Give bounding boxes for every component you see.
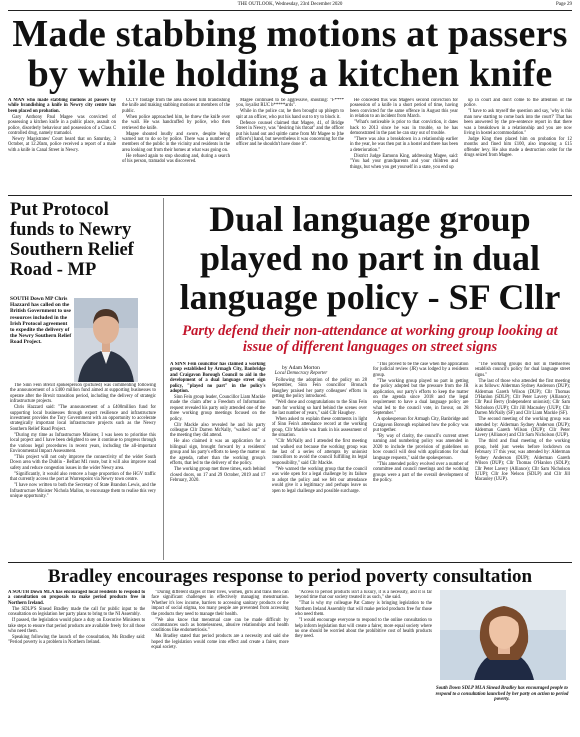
story3-para: "Well done and congratulations to the Sinn Fein team for working so hard behind the scenes over the last number of years," said Cllr Haughey. [271,400,367,417]
story2-headline: Put Protocol funds to Newry Southern Relief Road - MP [10,200,134,280]
story1-body [8,98,572,192]
story1-para: Magee shouted loudly and swore, despite being warned not to do so by police. There was a number of members of the public in the vicinity and residents in the area looking out from their homes at what was going on. [122,131,230,153]
story3-para: The third and final meeting of the working group, held just weeks before lockdown on February 17 this year, was attended by: Alderman Sydney Anderson (DUP); Alderman Gareth Wilson (DUP); Cllr Thomas O'Hanlon (SDLP); Cllr Peter Lavery (Alliance); Cllr Sam Nicholson (UUP); Cllr Joe Nelson (SDLP) and Cllr Jill Macauley (UUP). [474,439,570,483]
story1-headline: Made stabbing motions at passers by while holding a kitchen knife [12,13,568,95]
story4-para: If passed, the legislation would place a duty on Executive Ministers to take steps to ensure that period products are available freely for all those who need them. [8,618,146,635]
story4-para: Speaking following the launch of the consultation, Ms Bradley said: "Period poverty is a problem in Northern Ireland. [8,635,146,646]
story2-para: "During my time as Infrastructure Minister, I was keen to prioritise this local project and I have been delighted to see it continue to progress through the various legal procedures in recent years, including the all-important Environmental Impact Assessment. [10,432,156,455]
story4-para: The SDLP'S Sinead Bradley made the call for public input to the consultation on legislation her party plans to bring to the NI Assembly. [8,606,146,618]
section-divider [8,195,572,196]
story1-para: "There was also a breakdown in a relationship earlier in the year, he was then put in a hostel and there has been a deterioration." [350,137,458,153]
story3-body [170,362,570,560]
story3-para: He also claimed it was an application for a bilingual sign, brought forward by a residents' group and his party's efforts to keep the matter on the agenda, rather than the working group's efforts, that led to the delivery of the policy. [170,439,266,467]
story1-col-1 [8,98,116,192]
story2-para: "I have now written to both the Secretary of State Brandon Lewis, and the Infrastructure Minister Nichola Mallon, to encourage them to realise this very unique opportunity." [10,483,156,500]
story4-para: Ms Bradley stated that period products are a necessity and said she hoped the legislation would come into effect and create a fairer, more equal society. [151,634,289,651]
story3-para: A SINN Fein councillor has claimed a working group established by Armagh City, Banbridge and Craigavon Borough Council to aid in the development of a dual language street sign policy, "played no part" in the policy's adoption. [170,362,266,395]
story3-para: Following the adoption of the policy on 28 September, Sinn Fein councillor Bronach Haughey praised her party colleagues' efforts in getting the policy introduced. [271,378,367,400]
story3-para: "Cllr McNally and I attended the first meeting and walked out because the working group was the last of a series of attempts by unionist councillors to avoid the council fulfilling its legal responsibility," said Cllr Mackle. [271,439,367,466]
story2-para: SOUTH Down MP Chris Hazzard has called on the British Government to use resources included in the Irish Protocol agreement to expedite the delivery of the Newry Southern Relief Road Project. [10,296,72,346]
story2-col-intro [10,296,72,368]
story3-col-4 [475,362,571,560]
story3-headline: Dual language group played no part in dual language policy - SF Cllr [179,199,561,317]
story2-para: Chris Hazzard said: "The announcement of a £400million fund for supporting local businesses through export resilience and infrastructure investment provides the Tory Government with an opportunity to accelerate strategically important local infrastructure projects such as the Newry Southern Relief Road Project. [10,405,156,432]
story4-body [8,590,432,732]
story3-para: The second meeting of the working group was attended by: Alderman Sydney Anderson (DUP); Alderman Gareth Wilson (DUP); Cllr Peter Lavery (Alliance) and Cllr Sam Nicholson (UUP). [474,417,570,439]
story1-para: Magee continued to be aggressive, shouting: "F**** you, loyalist RUC b*****ards". [236,98,344,109]
story3-para: "The working groups did not in themselves establish council's policy for dual language street signs." [474,362,570,378]
masthead [8,2,572,11]
story1-para: Defence counsel claimed that Magee, 41, of Bridge Street in Newry, was "desiring his throat" and the officer put his hand out and spittle came from Mr Magee to [the officer's] hand, but nevertheless it was concerning for the officer and he shouldn't have done it". [236,120,344,148]
story3-col-2 [272,362,368,560]
story3-strapline: Party defend their non-attendance at working group looking at issue of different languages on street signs [182,323,558,355]
column-divider [163,198,164,560]
page-number: Page 29 [556,2,572,7]
byline-role: Local Democracy Reporter [274,371,328,376]
story1-para: CCTV footage from the area showed him brandishing the knife and making stabbing motions at members of the public. [122,98,230,114]
story3-para: A spokesperson for Armagh City, Banbridge and Craigavon Borough explained how the policy was put together. [373,417,469,434]
byline-name: by Adam Morton [282,365,320,371]
story3-para: Cllr Mackle also revealed he and his party colleague Cllr Darren McNally, "walked out" of the meeting they did attend. [170,422,266,439]
story2-body [10,383,156,559]
story4-headline: Bradley encourages response to period poverty consultation [47,566,533,587]
story4-col-3 [295,590,432,732]
story1-para: Gary Anthony Paul Magee was convicted of possessing a kitchen knife in a public place, assault on police, disorderly behaviour and possession of a Class C controlled drug, namely tramadol. [8,114,116,137]
story1-para: District Judge Eamonn King, addressing Magee, said: "You had your grandparents and your children and things, but when you get yourself in a state, you end up [350,153,458,170]
section-divider [8,562,572,563]
chris-hazzard-photo [74,298,138,382]
story4-para: "We also know that menstrual care can be made difficult by circumstances such as homelessness, abusive relationships and health conditions like endometriosis." [151,617,289,634]
portrait-man-image [74,298,138,382]
story3-para: "This proved to be the case when the application for judicial review (JR) was lodged by a residents group. [373,362,469,378]
story1-col-3 [236,98,344,192]
story2-col-body [10,383,156,559]
story3-para: "This amended policy evolved over a number of committee and council meetings and the working groups were a part of the overall development of the policy. [373,461,469,483]
story1-para: While in the police car, he then brought up phlegm to spit at an officer, who put his hand out to try to block it. [236,109,344,120]
story1-col-2 [122,98,230,192]
story1-col-4 [350,98,458,192]
story4-col-1 [8,590,145,732]
story3-para: Sinn Fein group leader, Councillor Liam Mackle made the claim after a Freedom of Information request revealed his party only attended one of the three working group meetings focused on the policy. [170,395,266,422]
sinead-bradley-photo [440,590,566,680]
story1-para: "What's noticeable is prior to that conviction, it dates back to 2013 since he was in trouble, so he has demonstrated in the past he can stay out of trouble. [350,120,458,137]
story4-para: "I would encourage everyone to respond to the online consultation to help inform legislation that will create a fairer, more equal society where no one should be worried about the prohibitive cost of health products they need. [294,618,432,640]
story3-para: When asked to explain these comments in light of Sinn Fein's attendance record at the working group, Cllr Mackle was frank in his assessment of the situation. [271,417,367,439]
story3-para: The working group met three times, each behind closed doors, on 17 and 29 October, 2019 and 17 February, 2020. [170,467,266,483]
story1-col-5 [464,98,572,192]
story3-para: "By way of clarity, the council's current street naming and numbering policy was amended in 2020 to include the provision of guidelines on how council will deal with applications for dual language requests," said the spokesperson. [373,434,469,461]
story2-para: "Significantly, it would also remove a huge proportion of the HGV traffic that currently access the port at Warrenpoint via Newry town centre. [10,471,156,483]
story3-col-3 [373,362,469,560]
story1-para: He refused again to stop shouting and, during a search of his person, tramadol was discovered. [122,153,230,165]
story1-para: A MAN who made stabbing motions at passers by while brandishing a knife in Newry city centre has been placed on probation. [8,98,116,114]
story1-para: He conceded this was Magee's second conviction for possession of a knife in a short period of time, having been convicted for the same offence in August this year in relation to an incident from March. [350,98,458,120]
story4-photo-caption: South Down SDLP MLA Sinead Bradley has encouraged people to respond to a consultation launched by her party on action to period poverty. [435,686,569,703]
story1-para: Newry Magistrates' Court heard that on Saturday, 3 October, at 12.20am, police received a report of a male with a knife in Canal Street in Newry. [8,137,116,153]
story3-col-1 [170,362,266,560]
story1-para: Judge King then placed him on probation for 12 months and fined him £100, also imposing a £15 offender levy. He also made a destruction order for the drugs seized from Magee. [464,137,572,159]
story4-para: "Access to period products isn't a luxury, it is a necessity, and it is far beyond time that our society treated it as such," she said. [294,590,432,601]
story1-para: "I have to ask myself the question and say, 'why is this man now starting to come back into the court?' That has been answered by the pre-sentence report in that there was a breakdown in a relationship and you are now living in hostel accommodation." [464,109,572,137]
story1-para: up in court and don't come to the attention of the police. [464,98,572,109]
portrait-woman-image [440,590,566,680]
story4-para: A SOUTH Down MLA has encouraged local residents to respond to a consultation on proposals to make period products free in Northern Ireland. [8,590,146,606]
story4-para: "That is why my colleague Pat Catney is bringing legislation to the Northern Ireland Assembly that will make period products free for those who need them. [294,601,432,618]
masthead-title: THE OUTLOOK, Wednesday, 23rd December 2020 [237,2,343,7]
story1-para: When police approached him, he threw the knife over the wall. He was handcuffed by police, who then retrieved the knife. [122,114,230,131]
story3-para: "We warned the working group that the council was wide open for a legal challenge by its failure to adopt the policy and we felt our attendance would give it a legitimacy and perhaps leave us open to legal challenge and possible surcharge. [271,466,367,494]
story3-para: "The working group played no part in getting the policy adopted but the pressure from the JR application, our party's efforts to keep the matter on the agenda since 2018 and the legal requirement to have a dual language policy are what led to the council vote, in favour, on 28 September." [373,378,469,417]
story3-para: The last of those who attended the first meeting is as follows: Alderman Sydney Anderson (DUP); Alderman Gareth Wilson (DUP); Cllr Thomas O'Hanlon (SDLP); Cllr Peter Lavery (Alliance); Cllr Paul Berry (Independent unionist); Cllr Sam Nicholson (UUP); Cllr Jill Macauley (UUP); Cllr Darren McNally (SF) and Cllr Liam Mackle (SF). [474,378,570,417]
story2-para: The Sinn Féin Brexit spokesperson (pictured) was commenting following the announcement of a £400 million fund aimed at supporting businesses to operate after the Brexit transition period, including the delivery of strategic infrastructure projects. [10,383,156,405]
story2-intro [10,296,72,368]
story4-para: "During different stages of their lives, women, girls and trans men can face significant challenges in effectively managing menstruation. Whether it's low income, barriers to accessing sanitary products or the impact of social stigma, too many people are prevented from accessing the products they need to manage their health. [151,590,289,617]
story2-para: "This project will not only improve the connectivity of the wider South Down area with the Dublin - Belfast M1 route, but it will also improve road safety and reduce congestion issues in the wider Newry area. [10,455,156,471]
story4-col-2 [151,590,288,732]
